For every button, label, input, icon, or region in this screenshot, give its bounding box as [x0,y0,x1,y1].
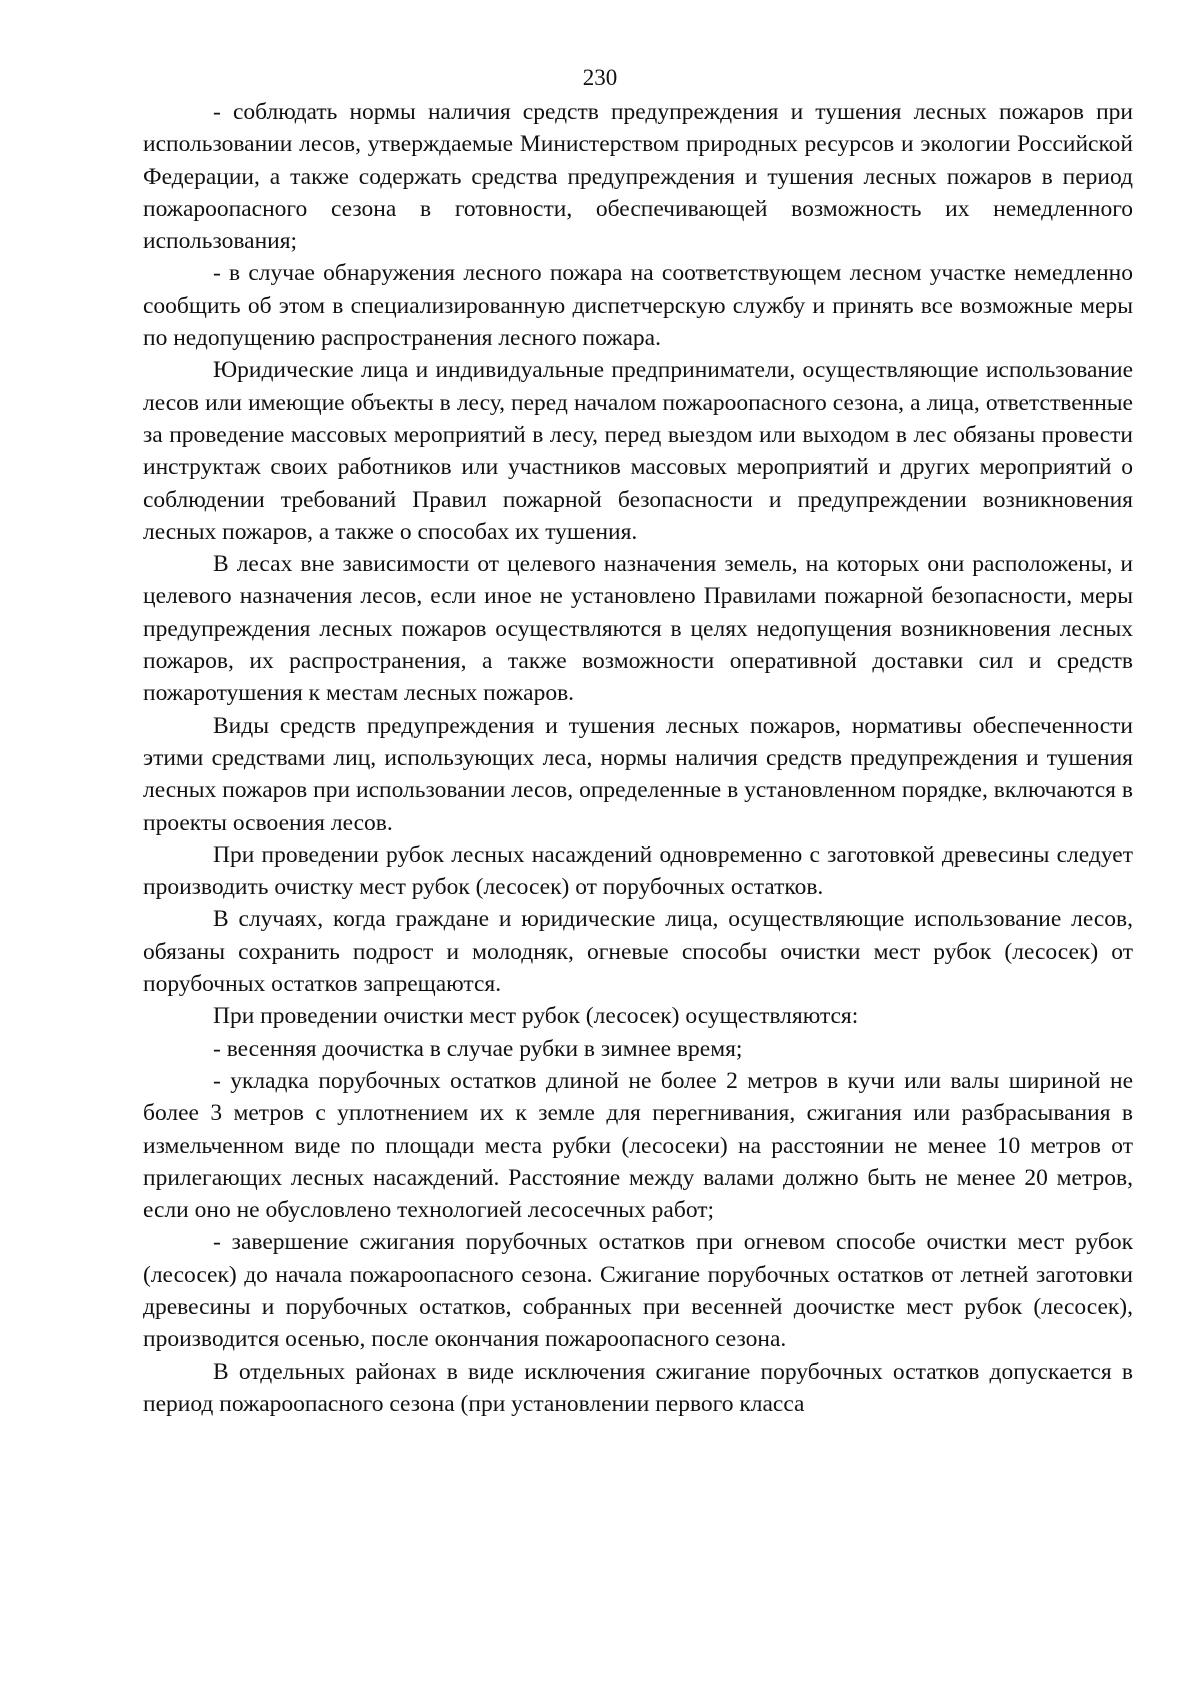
list-item-burning-completion: - завершение сжигания порубочных остатков при огневом способе очистки мест рубок (лесосек) до начала пожароопасного сезона. Сжигание порубочных остатков от летней заготовки древесины и порубочных остатков, собранных при весенней доочистке мест рубок (лесосек), производится осенью, после окончания пожароопасного сезона. [143,1229,1133,1353]
paragraph-equipment-types: Виды средств предупреждения и тушения лесных пожаров, нормативы обеспеченности этими средствами лиц, использующих леса, нормы наличия средств предупреждения и тушения лесных пожаров при использовании лесов, определенные в установленном порядке, включаются в проекты освоения лесов. [143,712,1133,836]
list-item-spring-cleanup: - весенняя доочистка в случае рубки в зимнее время; [213,1035,743,1062]
paragraph-prevention-measures: В лесах вне зависимости от целевого назначения земель, на которых они расположены, и целевого назначения лесов, если иное не установлено Правилами пожарной безопасности, меры предупреждения лесных пожаров осуществляются в целях недопущения возникновения лесных пожаров, их распространения, а также возможности оперативной доставки сил и средств пожаротушения к местам лесных пожаров. [143,551,1133,707]
paragraph-fire-methods-prohibited: В случаях, когда граждане и юридические лица, осуществляющие использование лесов, обязаны сохранить подрост и молодняк, огневые способы очистки мест рубок (лесосек) от порубочных остатков запрещаются. [143,906,1133,998]
document-body [143,96,1133,1420]
paragraph-forest-fire-equipment-norms: - соблюдать нормы наличия средств предупреждения и тушения лесных пожаров при использовании лесов, утверждаемые Министерством природных ресурсов и экологии Российской Федерации, а также содержать средства предупреждения и тушения лесных пожаров в период пожароопасного сезона в готовности, обеспечивающей возможность их немедленного использования; [143,99,1133,255]
paragraph-cleanup-intro: При проведении очистки мест рубок (лесосек) осуществляются: [213,1003,859,1030]
paragraph-fire-detection-reporting: - в случае обнаружения лесного пожара на соответствующем лесном участке немедленно сообщить об этом в специализированную диспетчерскую службу и принять все возможные меры по недопущению распространения лесного пожара. [143,260,1133,352]
list-item-residue-stacking: - укладка порубочных остатков длиной не более 2 метров в кучи или валы шириной не более 3 метров с уплотнением их к земле для перегнивания, сжигания или разбрасывания в измельченном виде по площади места рубки (лесосеки) на расстоянии не менее 10 метров от прилегающих лесных насаждений. Расстояние между валами должно быть не менее 20 метров, если оно не обусловлено технологией лесосечных работ; [143,1067,1133,1224]
page-number: 230 [582,65,618,90]
paragraph-safety-briefing: Юридические лица и индивидуальные предприниматели, осуществляющие использование лесов или имеющие объекты в лесу, перед началом пожароопасного сезона, а лица, ответственные за проведение массовых мероприятий в лесу, перед выездом или выходом в лес обязаны провести инструктаж своих работников или участников массовых мероприятий и других мероприятий о соблюдении требований Правил пожарной безопасности и предупреждении возникновения лесных пожаров, а также о способах их тушения. [143,357,1133,545]
paragraph-logging-cleanup: При проведении рубок лесных насаждений одновременно с заготовкой древесины следует производить очистку мест рубок (лесосек) от порубочных остатков. [143,841,1133,901]
paragraph-burning-exceptions: В отдельных районах в виде исключения сжигание порубочных остатков допускается в период пожароопасного сезона (при установлении первого класса [143,1358,1133,1417]
